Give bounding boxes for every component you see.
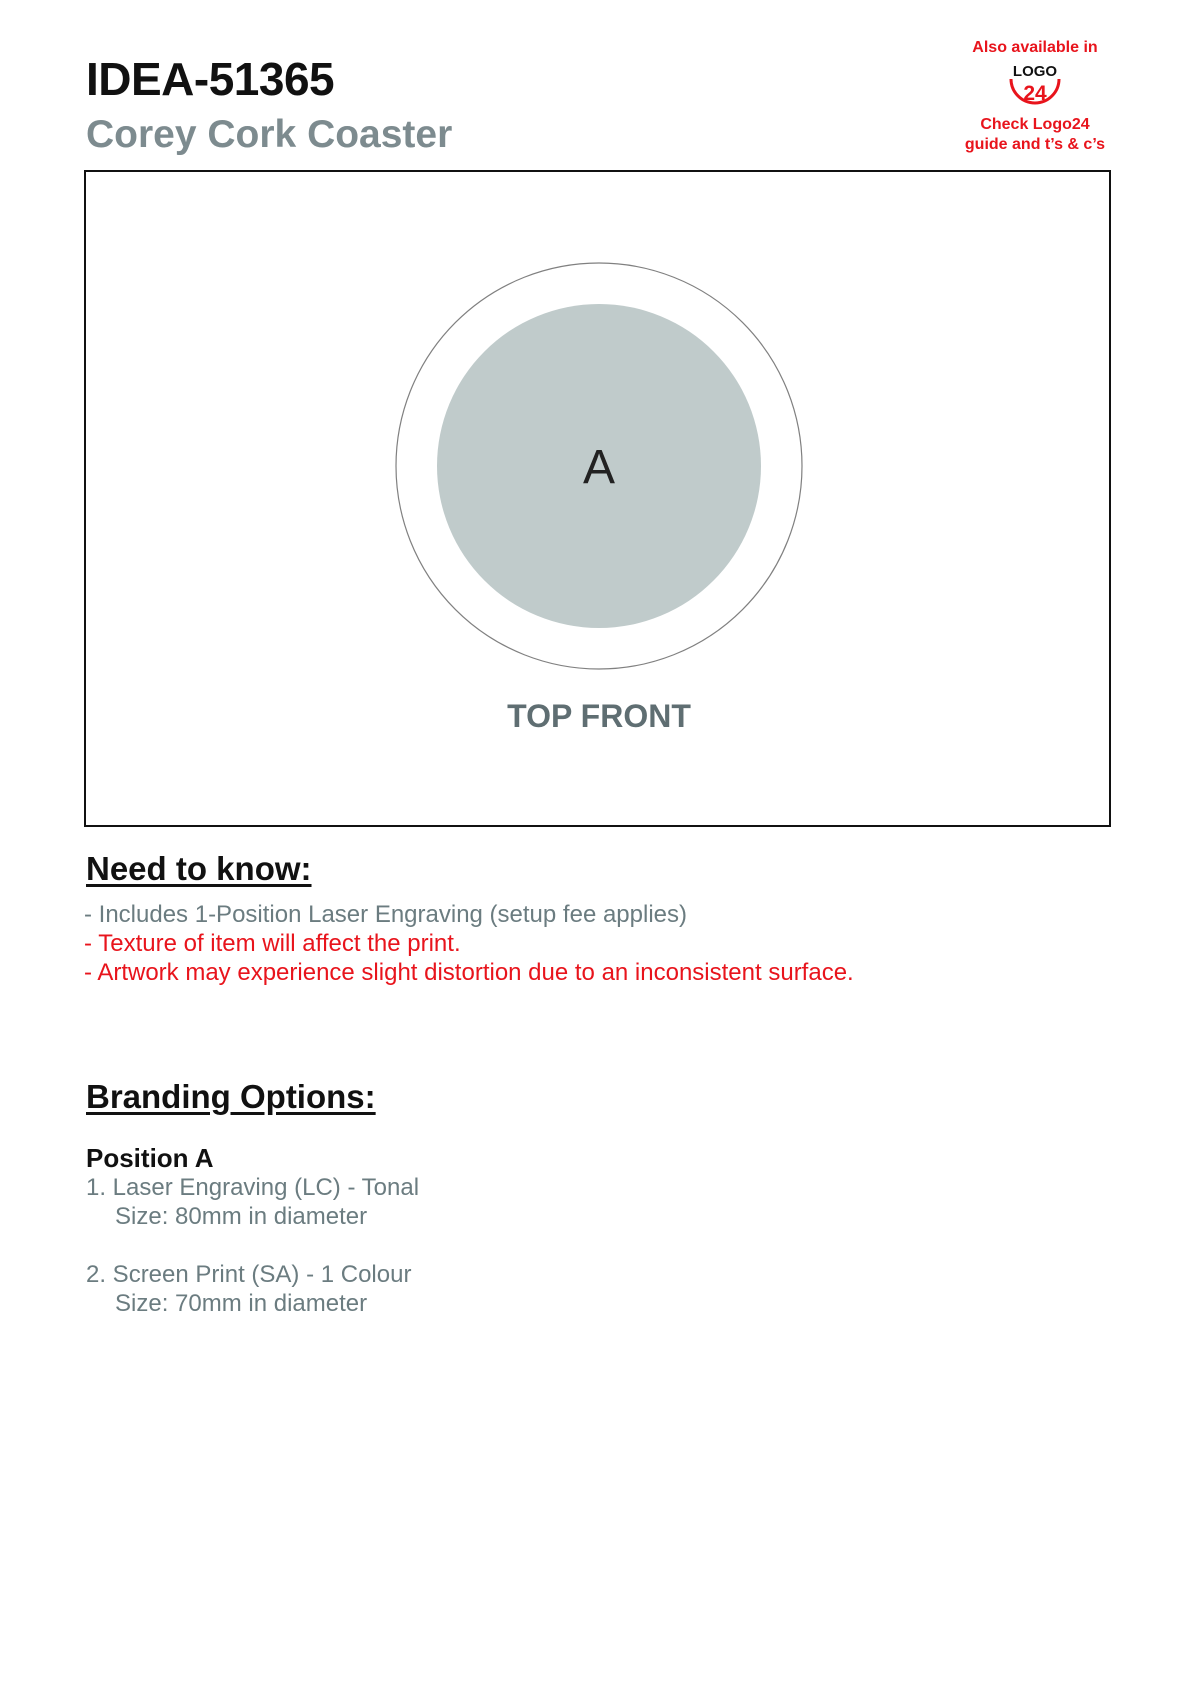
need-to-know-heading: Need to know: xyxy=(86,850,312,887)
branding-method: 1. Laser Engraving (LC) - Tonal xyxy=(86,1174,420,1201)
branding-option xyxy=(86,1173,419,1231)
note-item: - Includes 1-Position Laser Engraving (setup fee applies) xyxy=(84,901,687,928)
logo24-notice xyxy=(950,38,1120,155)
branding-option xyxy=(86,1260,419,1318)
branding-method: 2. Screen Print (SA) - 1 Colour xyxy=(86,1261,412,1288)
logo24-available-text: Also available in xyxy=(972,39,1098,56)
logo24-check-line-2: guide and t’s & c’s xyxy=(964,136,1106,154)
position-a-label: A xyxy=(582,441,616,494)
view-label: TOP FRONT xyxy=(507,698,691,734)
product-code: IDEA-51365 xyxy=(86,53,335,105)
coaster-diagram xyxy=(86,172,1108,824)
logo24-badge-top: LOGO xyxy=(1012,63,1058,81)
logo24-check-line-1: Check Logo24 xyxy=(980,116,1090,134)
logo24-badge-number: 24 xyxy=(1023,82,1047,106)
branding-size: Size: 70mm in diameter xyxy=(115,1290,368,1317)
branding-options-heading: Branding Options: xyxy=(86,1078,376,1115)
product-name: Corey Cork Coaster xyxy=(86,113,453,156)
position-a-title: Position A xyxy=(86,1143,214,1173)
product-diagram-frame xyxy=(84,170,1111,827)
logo24-badge-icon xyxy=(1003,61,1067,113)
branding-options-list xyxy=(86,1173,419,1347)
need-to-know-list xyxy=(84,900,854,987)
note-item-warning: - Artwork may experience slight distortion due to an inconsistent surface. xyxy=(84,959,854,986)
note-item-warning: - Texture of item will affect the print. xyxy=(84,930,461,957)
branding-size: Size: 80mm in diameter xyxy=(115,1203,368,1230)
